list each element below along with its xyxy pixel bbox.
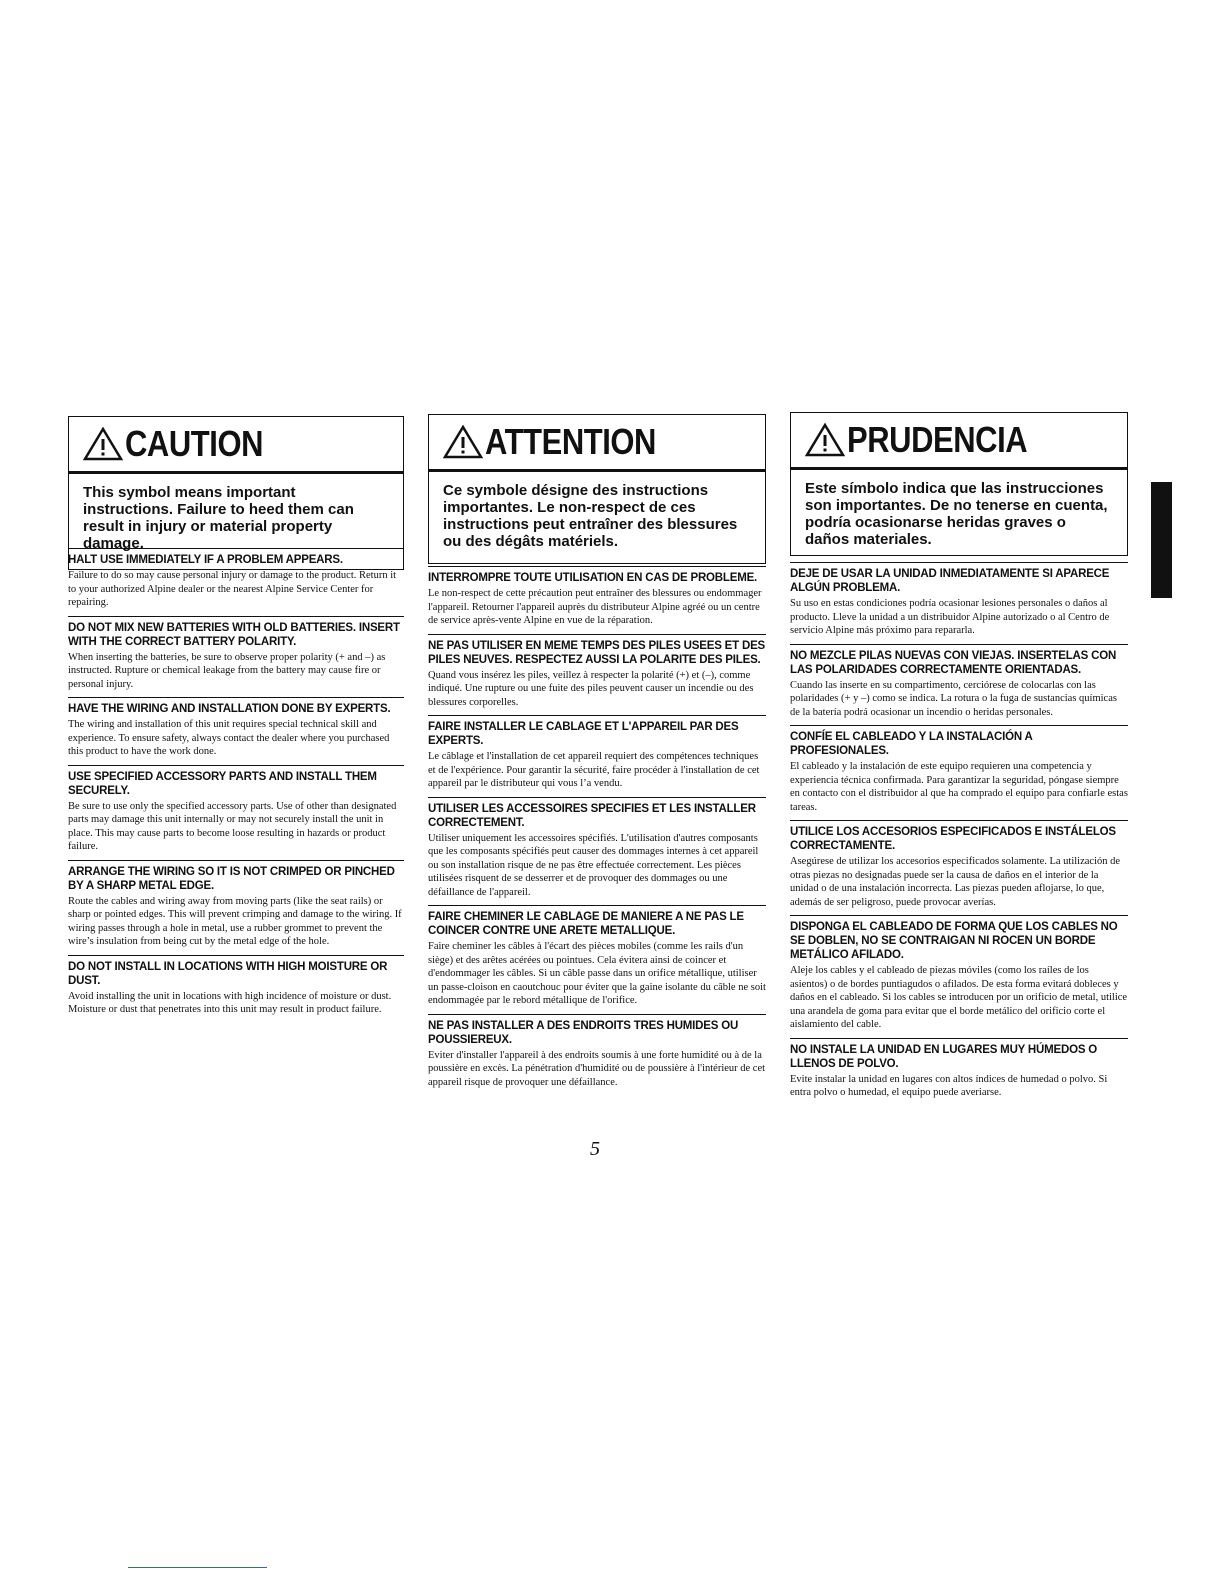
section-heading: NE PAS INSTALLER A DES ENDROITS TRES HUMIDES OU POUSSIEREUX. [428,1019,739,1046]
section-body: Le câblage et l'installation de cet appareil requiert des compétences techniques et de l'expérience. Pour garantir la sécurité, faire procéder à l'installation de cet appareil par le distributeur qui vous l’a vendu. [428,751,760,789]
section [790,725,1128,814]
section-heading: FAIRE INSTALLER LE CABLAGE ET L'APPAREIL PAR DES EXPERTS. [428,721,739,747]
section-body: Evite instalar la unidad en lugares con altos índices de humedad o polvo. Si entra polvo o humedad, el equipo puede averiarse. [790,1073,1108,1098]
section [68,697,404,759]
section [428,566,766,628]
section [428,634,766,710]
section-heading: DO NOT INSTALL IN LOCATIONS WITH HIGH MOISTURE OR DUST. [68,960,388,987]
section-body: Avoid installing the unit in locations with high incidence of moisture or dust. Moisture or dust that penetrates into this unit may result in product failure. [68,990,392,1015]
section-body: Failure to do so may cause personal injury or damage to the product. Return it to your authorized Alpine dealer or the nearest Alpine Service Center for repairing. [68,570,397,608]
section-heading: NO MEZCLE PILAS NUEVAS CON VIEJAS. INSERTELAS CON LAS POLARIDADES CORRECTAMENTE ORIENTADAS. [790,649,1117,676]
caution-sections [68,548,404,1023]
section-heading: NE PAS UTILISER EN MEME TEMPS DES PILES USEES ET DES PILES NEUVES. RESPECTEZ AUSSI LA POLARITE DES PILES. [428,639,766,666]
footer-rule [128,1567,267,1568]
warning-triangle-icon [83,426,123,462]
section-body: Aleje los cables y el cableado de piezas móviles (como los raíles de los asientos) o de bordes puntiagudos o afilados. De esta forma evitará dobleces y daños en el cableado. Si los cables se introducen por un orificio de metal, utilice una arandela de goma para evitar que el borde metálico del orificio corte el aislamiento del cable. [790,965,1128,1030]
section [428,797,766,900]
section-heading: FAIRE CHEMINER LE CABLAGE DE MANIERE A NE PAS LE COINCER CONTRE UNE ARETE METALLIQUE. [428,911,744,937]
caution-subtitle: This symbol means important instructions. Failure to heed them can result in injury or material property damage. [83,484,354,552]
section-body: When inserting the batteries, be sure to observe proper polarity (+ and –) as instructed. Rupture or chemical leakage from the battery may cause fire or personal injury. [68,651,386,690]
section [428,1014,766,1090]
banner-title-row [69,417,403,474]
section-heading: UTILICE LOS ACCESORIOS ESPECIFICADOS E INSTÁLELOS CORRECTAMENTE. [790,826,1116,852]
prudencia-banner [790,412,1128,556]
section-heading: INTERROMPRE TOUTE UTILISATION EN CAS DE PROBLEME. [428,572,758,584]
caution-banner [68,416,404,570]
section-heading: NO INSTALE LA UNIDAD EN LUGARES MUY HÚMEDOS O LLENOS DE POLVO. [790,1043,1098,1070]
section-body: Quand vous insérez les piles, veillez à respecter la polarité (+) et (–), comme indiqué. Une rupture ou une fuite des piles peuvent causer un incendie ou des blessures corporelles. [428,669,754,708]
section-body: Cuando las inserte en su compartimento, cerciórese de colocarlas con las polaridades (+ y –) como se indica. La rotura o la fuga de sustancias químicas de la batería podrá ocasionar un incendio o heridas personales. [790,679,1117,718]
section-heading: CONFÍE EL CABLEADO Y LA INSTALACIÓN A PROFESIONALES. [790,731,1033,757]
section-heading: USE SPECIFIED ACCESSORY PARTS AND INSTALL THEM SECURELY. [68,770,377,797]
warning-triangle-icon [805,422,845,458]
section [790,820,1128,909]
section [428,715,766,791]
prudencia-title: PRUDENCIA [847,419,1028,460]
section-heading: DO NOT MIX NEW BATTERIES WITH OLD BATTERIES. INSERT WITH THE CORRECT BATTERY POLARITY. [68,621,400,648]
section [428,905,766,1008]
banner-title-row [429,415,765,472]
caution-title: CAUTION [125,423,264,464]
warning-triangle-icon [443,424,483,460]
section [68,860,404,949]
section [790,562,1128,638]
attention-sections [428,566,766,1095]
section-body: Faire cheminer les câbles à l'écart des pièces mobiles (comme les rails d'un siège) et des arêtes acérées ou pointues. Cela évitera ainsi de coincer et d'endommager les câbles. Si un câble passe dans un orifice métallique, utiliser un passe-cloison en caoutchouc pour éviter que la gaine isolante du câble ne soit endommagée par le rebord métallique de l'orifice. [428,941,766,1006]
section [68,955,404,1017]
section-heading: DEJE DE USAR LA UNIDAD INMEDIATAMENTE SI APARECE ALGÚN PROBLEMA. [790,568,1110,594]
section-body: Eviter d'installer l'appareil à des endroits soumis à une forte humidité ou à de la poussière en excès. La pénétration d'humidité ou de poussière à l'intérieur de cet appareil risque de provoquer une défaillance. [428,1049,766,1088]
prudencia-sections [790,562,1128,1106]
section [68,616,404,692]
section-heading: DISPONGA EL CABLEADO DE FORMA QUE LOS CABLES NO SE DOBLEN, NO SE CONTRAIGAN NI ROCEN UN BORDE METÁLICO AFILADO. [790,921,1118,961]
section [68,765,404,854]
section-heading: UTILISER LES ACCESSOIRES SPECIFIES ET LES INSTALLER CORRECTEMENT. [428,802,756,829]
attention-title: ATTENTION [485,421,656,462]
attention-subtitle: Ce symbole désigne des instructions importantes. Le non-respect de ces instructions peut entraîner des blessures ou des dégâts matériels. [443,482,738,550]
banner-title-row [791,413,1127,470]
section-heading: HALT USE IMMEDIATELY IF A PROBLEM APPEARS. [68,554,343,566]
section [790,644,1128,720]
section-heading: HAVE THE WIRING AND INSTALLATION DONE BY EXPERTS. [68,703,391,715]
section-body: Su uso en estas condiciones podría ocasionar lesiones personales o daños al producto. Lleve la unidad a un distribuidor Alpine autorizado o al Centro de servicio Alpine más próximo para repararla. [790,598,1110,636]
section-heading: ARRANGE THE WIRING SO IT IS NOT CRIMPED OR PINCHED BY A SHARP METAL EDGE. [68,865,395,892]
section-body: Route the cables and wiring away from moving parts (like the seat rails) or sharp or pointed edges. This will prevent crimping and damage to the wiring. If wiring passes through a hole in metal, use a rubber grommet to prevent the wire’s insulation from being cut by the metal edge of the hole. [68,895,402,947]
page-number: 5 [590,1138,600,1160]
prudencia-subtitle: Este símbolo indica que las instrucciones son importantes. De no tenerse en cuenta, podría ocasionarse heridas graves o daños materiales. [805,480,1108,548]
section-body: Le non-respect de cette précaution peut entraîner des blessures ou endommager l'appareil. Retourner l'appareil auprès du distributeur Alpine agréé ou un centre de service après-vente Alpine en vue de la réparation. [428,588,762,626]
section [68,548,404,610]
section-body: The wiring and installation of this unit requires special technical skill and experience. To ensure safety, always contact the dealer where you purchased this product to have the work done. [68,719,390,757]
section-body: Asegúrese de utilizar los accesorios especificados solamente. La utilización de otras piezas no designadas puede ser la causa de daños en el interior de la unidad o de una instalación incorrecta. Las piezas pueden aflojarse, lo que, además de ser peligroso, puede provocar averías. [790,856,1121,908]
attention-banner [428,414,766,564]
section [790,915,1128,1032]
section-body: Be sure to use only the specified accessory parts. Use of other than designated parts may damage this unit internally or may not securely install the unit in place. This may cause parts to become loose resulting in hazards or product failure. [68,800,397,852]
section [790,1038,1128,1100]
section-body: Utiliser uniquement les accessoires spécifiés. L'utilisation d'autres composants que les composants spécifiés peut causer des dommages internes à cet appareil ou son installation risque de ne pas être effectuée correctement. Les pièces utilisées risquent de se desserrer et de provoquer des dommages ou une défaillance de l'appareil. [428,832,759,898]
page-edge-tab [1151,482,1172,598]
section-body: El cableado y la instalación de este equipo requieren una competencia y experiencia técnica confirmada. Para garantizar la seguridad, póngase siempre en contacto con el distribuidor al que ha comprado el equipo para confiarle estas tareas. [790,761,1128,813]
